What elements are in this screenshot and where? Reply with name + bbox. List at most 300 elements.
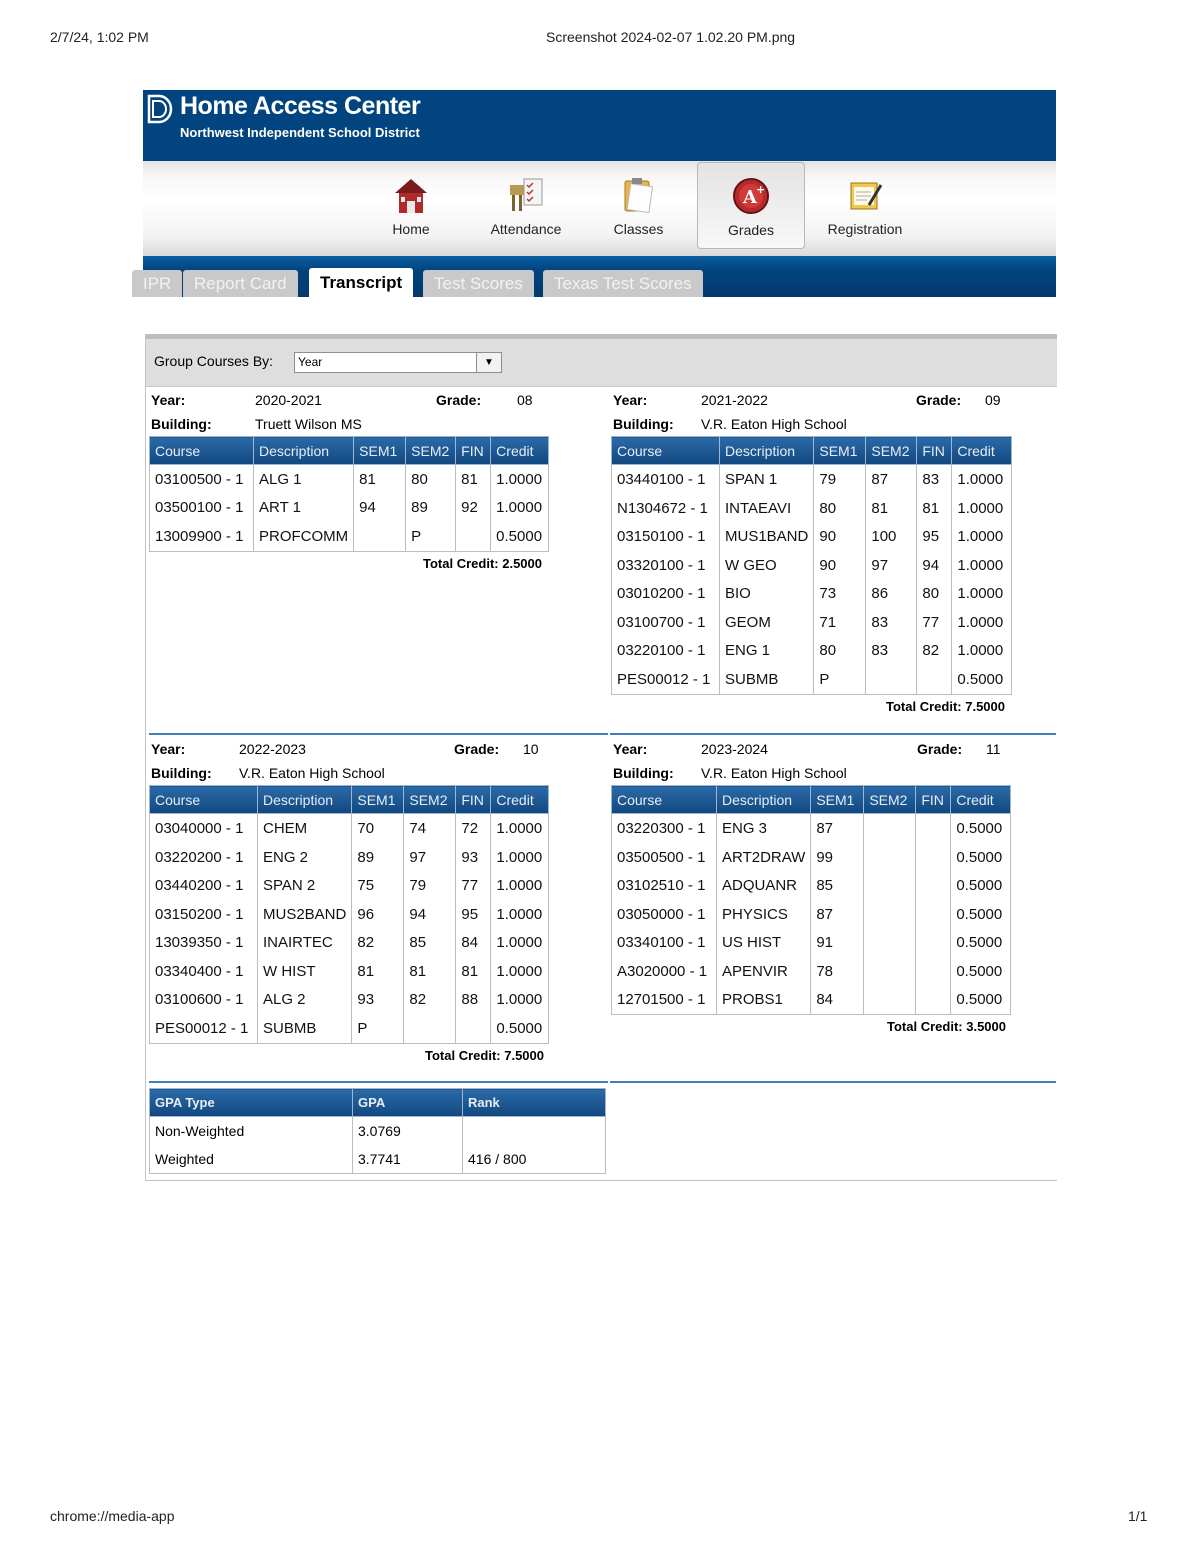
cell-sem2: 85 <box>404 928 456 957</box>
cell-sem1: 90 <box>814 551 866 579</box>
cell-sem2: 86 <box>866 579 917 608</box>
col-fin[interactable]: FIN <box>916 786 951 814</box>
cell-fin <box>456 521 491 552</box>
cell-credit: 0.5000 <box>951 985 1011 1015</box>
cell-course: 03102510 - 1 <box>612 871 717 900</box>
cell-sem1: 70 <box>352 814 404 844</box>
cell-course: 03320100 - 1 <box>612 551 720 579</box>
gpa-col-gpa: GPA <box>353 1089 463 1117</box>
year-label: Year: <box>613 392 648 408</box>
cell-sem2 <box>864 957 916 985</box>
cell-credit: 1.0000 <box>952 636 1012 665</box>
table-row <box>150 957 549 985</box>
cell-description: MUS2BAND <box>258 900 352 928</box>
cell-sem1: P <box>814 665 866 695</box>
app-title: Home Access Center <box>180 92 421 120</box>
nav-attendance-label: Attendance <box>490 221 562 237</box>
cell-sem1: 90 <box>814 522 866 551</box>
cell-course: 03150200 - 1 <box>150 900 258 928</box>
cell-sem1: 89 <box>352 843 404 871</box>
attendance-chart-icon <box>506 175 546 217</box>
gpa-col-type: GPA Type <box>150 1089 353 1117</box>
cell-description: ALG 1 <box>254 465 354 495</box>
cell-fin: 81 <box>456 465 491 495</box>
nav-registration[interactable] <box>821 161 909 256</box>
svg-text:A: A <box>743 187 757 208</box>
year-value: 2020-2021 <box>255 392 322 408</box>
cell-credit: 1.0000 <box>491 465 549 495</box>
table-row <box>612 928 1011 957</box>
col-fin[interactable]: FIN <box>917 437 952 465</box>
col-sem2[interactable]: SEM2 <box>406 437 456 465</box>
col-credit[interactable]: Credit <box>491 437 549 465</box>
table-row <box>150 494 549 521</box>
total-credit-label: Total Credit: <box>423 556 499 571</box>
cell-fin: 95 <box>456 900 491 928</box>
table-row <box>150 900 549 928</box>
district-name: Northwest Independent School District <box>180 125 420 140</box>
cell-fin <box>916 900 951 928</box>
course-table <box>611 785 1011 1015</box>
cell-fin: 81 <box>917 494 952 522</box>
house-icon <box>391 175 431 217</box>
total-credit-label: Total Credit: <box>887 1019 963 1034</box>
cell-course: PES00012 - 1 <box>612 665 720 695</box>
table-row <box>150 843 549 871</box>
col-credit[interactable]: Credit <box>491 786 549 814</box>
cell-sem2: 89 <box>406 494 456 521</box>
cell-sem2: 97 <box>404 843 456 871</box>
cell-description: PHYSICS <box>717 900 811 928</box>
gpa-table <box>149 1088 606 1174</box>
cell-course: 03050000 - 1 <box>612 900 717 928</box>
col-credit[interactable]: Credit <box>951 786 1011 814</box>
table-row <box>612 665 1012 695</box>
cell-fin <box>917 665 952 695</box>
cell-sem2 <box>864 843 916 871</box>
col-sem1[interactable]: SEM1 <box>352 786 404 814</box>
cell-credit: 0.5000 <box>491 1014 549 1044</box>
cell-fin <box>916 985 951 1015</box>
grade-value: 10 <box>523 741 539 757</box>
year-label: Year: <box>151 741 186 757</box>
gpa-col-rank: Rank <box>463 1089 606 1117</box>
cell-course: N1304672 - 1 <box>612 494 720 522</box>
grade-label: Grade: <box>917 741 963 757</box>
cell-description: PROFCOMM <box>254 521 354 552</box>
table-row <box>612 985 1011 1015</box>
gpa-rank <box>463 1117 606 1146</box>
total-credit-value: 2.5000 <box>502 556 542 571</box>
tab-transcript[interactable]: Transcript <box>309 268 413 297</box>
cell-credit: 1.0000 <box>952 551 1012 579</box>
total-credit-value: 7.5000 <box>504 1048 544 1063</box>
cell-fin <box>916 814 951 844</box>
table-row <box>612 494 1012 522</box>
cell-description: CHEM <box>258 814 352 844</box>
cell-sem2: 80 <box>406 465 456 495</box>
cell-fin: 80 <box>917 579 952 608</box>
cell-course: 03220300 - 1 <box>612 814 717 844</box>
cell-fin <box>916 871 951 900</box>
cell-sem2 <box>864 928 916 957</box>
cell-sem2 <box>864 900 916 928</box>
cell-credit: 1.0000 <box>491 928 549 957</box>
cell-credit: 1.0000 <box>491 843 549 871</box>
cell-sem2: 74 <box>404 814 456 844</box>
table-row <box>612 900 1011 928</box>
cell-description: MUS1BAND <box>720 522 814 551</box>
cell-description: SPAN 2 <box>258 871 352 900</box>
cell-fin: 72 <box>456 814 491 844</box>
cell-sem2: P <box>406 521 456 552</box>
cell-description: PROBS1 <box>717 985 811 1015</box>
cell-sem1: 99 <box>811 843 864 871</box>
cell-credit: 1.0000 <box>952 579 1012 608</box>
cell-credit: 1.0000 <box>491 814 549 844</box>
cell-description: APENVIR <box>717 957 811 985</box>
cell-fin <box>916 843 951 871</box>
divider <box>610 733 1056 735</box>
tab-report-card[interactable]: Report Card <box>183 270 298 297</box>
cell-sem2: 81 <box>866 494 917 522</box>
divider <box>149 733 608 735</box>
year-value: 2021-2022 <box>701 392 768 408</box>
nav-grades[interactable] <box>697 162 805 249</box>
course-table <box>149 436 549 552</box>
group-courses-select[interactable] <box>294 352 502 373</box>
print-filename: Screenshot 2024-02-07 1.02.20 PM.png <box>546 29 796 45</box>
col-sem1[interactable]: SEM1 <box>814 437 866 465</box>
grade-label: Grade: <box>436 392 482 408</box>
cell-description: SUBMB <box>720 665 814 695</box>
col-description[interactable]: Description <box>258 786 352 814</box>
home-access-center-app <box>143 90 1056 297</box>
cell-sem2: 82 <box>404 985 456 1014</box>
group-courses-label: Group Courses By: <box>154 353 274 369</box>
cell-description: ENG 2 <box>258 843 352 871</box>
building-label: Building: <box>151 765 212 781</box>
total-credit <box>611 699 1005 714</box>
table-row <box>612 843 1011 871</box>
cell-description: US HIST <box>717 928 811 957</box>
cell-credit: 0.5000 <box>951 871 1011 900</box>
cell-sem1: 82 <box>352 928 404 957</box>
cell-credit: 0.5000 <box>951 843 1011 871</box>
table-row <box>150 871 549 900</box>
cell-credit: 1.0000 <box>952 494 1012 522</box>
cell-sem2: 97 <box>866 551 917 579</box>
header-banner <box>143 90 1056 161</box>
cell-credit: 0.5000 <box>951 928 1011 957</box>
cell-fin: 81 <box>456 957 491 985</box>
cell-sem1: 73 <box>814 579 866 608</box>
col-fin[interactable]: FIN <box>456 437 491 465</box>
cell-fin: 83 <box>917 465 952 495</box>
year-value: 2022-2023 <box>239 741 306 757</box>
cell-sem1: 94 <box>354 494 406 521</box>
cell-description: BIO <box>720 579 814 608</box>
cell-description: W GEO <box>720 551 814 579</box>
cell-course: PES00012 - 1 <box>150 1014 258 1044</box>
cell-course: 03440200 - 1 <box>150 871 258 900</box>
table-row <box>150 985 549 1014</box>
group-courses-bar <box>146 334 1057 387</box>
print-page-number: 1/1 <box>1128 1508 1148 1524</box>
cell-description: W HIST <box>258 957 352 985</box>
total-credit <box>611 1019 1006 1034</box>
col-sem2[interactable]: SEM2 <box>404 786 456 814</box>
table-row <box>612 522 1012 551</box>
cell-fin: 84 <box>456 928 491 957</box>
building-label: Building: <box>613 416 674 432</box>
clipboard-icon <box>619 175 659 217</box>
chevron-down-icon[interactable]: ▼ <box>476 353 501 372</box>
nav-classes[interactable] <box>601 161 676 256</box>
cell-sem2 <box>864 814 916 844</box>
cell-description: GEOM <box>720 608 814 636</box>
cell-fin: 95 <box>917 522 952 551</box>
gpa-row-weighted <box>150 1145 606 1174</box>
gpa-type: Non-Weighted <box>150 1117 353 1146</box>
building-value: V.R. Eaton High School <box>239 765 385 781</box>
cell-sem1: 81 <box>354 465 406 495</box>
divider <box>610 1081 1056 1083</box>
nav-registration-label: Registration <box>827 221 903 237</box>
col-description[interactable]: Description <box>254 437 354 465</box>
cell-fin <box>916 928 951 957</box>
total-credit-label: Total Credit: <box>425 1048 501 1063</box>
nav-classes-label: Classes <box>613 221 664 237</box>
cell-description: SPAN 1 <box>720 465 814 495</box>
cell-course: 12701500 - 1 <box>612 985 717 1015</box>
cell-sem1: 84 <box>811 985 864 1015</box>
cell-course: 03100600 - 1 <box>150 985 258 1014</box>
cell-course: 03500500 - 1 <box>612 843 717 871</box>
cell-fin: 94 <box>917 551 952 579</box>
cell-credit: 1.0000 <box>491 871 549 900</box>
cell-sem2: 94 <box>404 900 456 928</box>
cell-description: INAIRTEC <box>258 928 352 957</box>
total-credit <box>149 1048 544 1063</box>
col-fin[interactable]: FIN <box>456 786 491 814</box>
cell-sem1: P <box>352 1014 404 1044</box>
cell-description: ENG 1 <box>720 636 814 665</box>
cell-sem1: 71 <box>814 608 866 636</box>
cell-fin: 88 <box>456 985 491 1014</box>
cell-description: SUBMB <box>258 1014 352 1044</box>
district-logo-icon <box>147 94 173 124</box>
cell-course: 03220200 - 1 <box>150 843 258 871</box>
cell-course: 03100700 - 1 <box>612 608 720 636</box>
table-row <box>150 814 549 844</box>
cell-description: ADQUANR <box>717 871 811 900</box>
col-sem1[interactable]: SEM1 <box>354 437 406 465</box>
cell-sem2 <box>864 871 916 900</box>
cell-credit: 1.0000 <box>491 900 549 928</box>
cell-credit: 0.5000 <box>952 665 1012 695</box>
cell-course: 03340100 - 1 <box>612 928 717 957</box>
group-courses-value: Year <box>298 355 323 369</box>
cell-sem1: 78 <box>811 957 864 985</box>
table-row <box>612 608 1012 636</box>
grade-value: 08 <box>517 392 533 408</box>
col-course[interactable]: Course <box>612 786 717 814</box>
cell-sem1: 80 <box>814 636 866 665</box>
cell-fin <box>916 957 951 985</box>
year-label: Year: <box>613 741 648 757</box>
table-row <box>612 465 1012 495</box>
col-sem2[interactable]: SEM2 <box>866 437 917 465</box>
a-plus-badge-icon <box>731 176 771 218</box>
cell-credit: 1.0000 <box>952 465 1012 495</box>
year-value: 2023-2024 <box>701 741 768 757</box>
cell-credit: 1.0000 <box>491 985 549 1014</box>
cell-sem2 <box>404 1014 456 1044</box>
cell-sem1: 96 <box>352 900 404 928</box>
table-row <box>612 814 1011 844</box>
gpa-value: 3.0769 <box>353 1117 463 1146</box>
course-table <box>149 785 549 1044</box>
nav-attendance[interactable] <box>481 161 571 256</box>
cell-sem2: 100 <box>866 522 917 551</box>
svg-text:+: + <box>756 183 766 196</box>
tab-texas-test-scores[interactable]: Texas Test Scores <box>543 270 703 297</box>
table-row <box>150 928 549 957</box>
cell-course: 13009900 - 1 <box>150 521 254 552</box>
cell-sem2: 87 <box>866 465 917 495</box>
cell-fin: 93 <box>456 843 491 871</box>
building-value: V.R. Eaton High School <box>701 765 847 781</box>
total-credit-value: 7.5000 <box>965 699 1005 714</box>
grade-label: Grade: <box>916 392 962 408</box>
total-credit <box>149 556 542 571</box>
grade-label: Grade: <box>454 741 500 757</box>
divider <box>149 1081 608 1083</box>
grade-value: 11 <box>986 741 1001 757</box>
tab-ipr[interactable]: IPR <box>132 270 182 297</box>
course-table <box>611 436 1012 695</box>
col-course[interactable]: Course <box>150 437 254 465</box>
cell-sem2: 81 <box>404 957 456 985</box>
cell-course: 13039350 - 1 <box>150 928 258 957</box>
col-description[interactable]: Description <box>720 437 814 465</box>
cell-description: ART2DRAW <box>717 843 811 871</box>
cell-course: 03440100 - 1 <box>612 465 720 495</box>
cell-sem1: 93 <box>352 985 404 1014</box>
cell-course: 03220100 - 1 <box>612 636 720 665</box>
grade-value: 09 <box>985 392 1001 408</box>
cell-description: ALG 2 <box>258 985 352 1014</box>
year-label: Year: <box>151 392 186 408</box>
cell-sem1: 79 <box>814 465 866 495</box>
table-row <box>612 871 1011 900</box>
cell-credit: 1.0000 <box>952 608 1012 636</box>
table-row <box>150 465 549 495</box>
building-label: Building: <box>613 765 674 781</box>
print-datetime: 2/7/24, 1:02 PM <box>50 29 149 45</box>
cell-sem1: 87 <box>811 900 864 928</box>
table-row <box>612 551 1012 579</box>
cell-course: 03010200 - 1 <box>612 579 720 608</box>
cell-credit: 1.0000 <box>491 494 549 521</box>
total-credit-value: 3.5000 <box>966 1019 1006 1034</box>
col-course[interactable]: Course <box>612 437 720 465</box>
cell-description: INTAEAVI <box>720 494 814 522</box>
table-row <box>150 521 549 552</box>
nav-home[interactable] <box>376 161 446 256</box>
cell-sem1: 75 <box>352 871 404 900</box>
cell-description: ART 1 <box>254 494 354 521</box>
cell-fin: 77 <box>917 608 952 636</box>
col-credit[interactable]: Credit <box>952 437 1012 465</box>
cell-course: 03340400 - 1 <box>150 957 258 985</box>
gpa-row-non-weighted <box>150 1117 606 1146</box>
cell-credit: 0.5000 <box>951 814 1011 844</box>
registration-notepad-icon <box>845 175 885 217</box>
cell-sem1: 85 <box>811 871 864 900</box>
cell-course: 03500100 - 1 <box>150 494 254 521</box>
cell-sem2: 83 <box>866 608 917 636</box>
cell-sem2 <box>864 985 916 1015</box>
col-course[interactable]: Course <box>150 786 258 814</box>
cell-sem2: 83 <box>866 636 917 665</box>
nav-grades-label: Grades <box>728 222 774 238</box>
table-row <box>612 957 1011 985</box>
print-url: chrome://media-app <box>50 1508 175 1524</box>
cell-fin <box>456 1014 491 1044</box>
cell-course: A3020000 - 1 <box>612 957 717 985</box>
cell-description: ENG 3 <box>717 814 811 844</box>
cell-fin: 82 <box>917 636 952 665</box>
main-nav <box>143 161 1056 256</box>
col-description[interactable]: Description <box>717 786 811 814</box>
cell-credit: 0.5000 <box>951 957 1011 985</box>
gpa-value: 3.7741 <box>353 1145 463 1174</box>
gpa-rank: 416 / 800 <box>463 1145 606 1174</box>
cell-sem2 <box>866 665 917 695</box>
cell-sem1: 91 <box>811 928 864 957</box>
cell-sem1: 80 <box>814 494 866 522</box>
table-row <box>150 1014 549 1044</box>
building-value: V.R. Eaton High School <box>701 416 847 432</box>
total-credit-label: Total Credit: <box>886 699 962 714</box>
cell-course: 03040000 - 1 <box>150 814 258 844</box>
table-row <box>612 579 1012 608</box>
building-label: Building: <box>151 416 212 432</box>
tab-bar <box>143 256 1056 297</box>
cell-fin: 77 <box>456 871 491 900</box>
cell-sem1 <box>354 521 406 552</box>
cell-credit: 1.0000 <box>952 522 1012 551</box>
cell-course: 03100500 - 1 <box>150 465 254 495</box>
cell-credit: 0.5000 <box>491 521 549 552</box>
building-value: Truett Wilson MS <box>255 416 362 432</box>
gpa-type: Weighted <box>150 1145 353 1174</box>
cell-sem2: 79 <box>404 871 456 900</box>
cell-credit: 0.5000 <box>951 900 1011 928</box>
col-sem1[interactable]: SEM1 <box>811 786 864 814</box>
cell-credit: 1.0000 <box>491 957 549 985</box>
col-sem2[interactable]: SEM2 <box>864 786 916 814</box>
table-row <box>612 636 1012 665</box>
cell-fin: 92 <box>456 494 491 521</box>
cell-sem1: 81 <box>352 957 404 985</box>
nav-home-label: Home <box>392 221 430 237</box>
cell-sem1: 87 <box>811 814 864 844</box>
tab-test-scores[interactable]: Test Scores <box>423 270 534 297</box>
cell-course: 03150100 - 1 <box>612 522 720 551</box>
